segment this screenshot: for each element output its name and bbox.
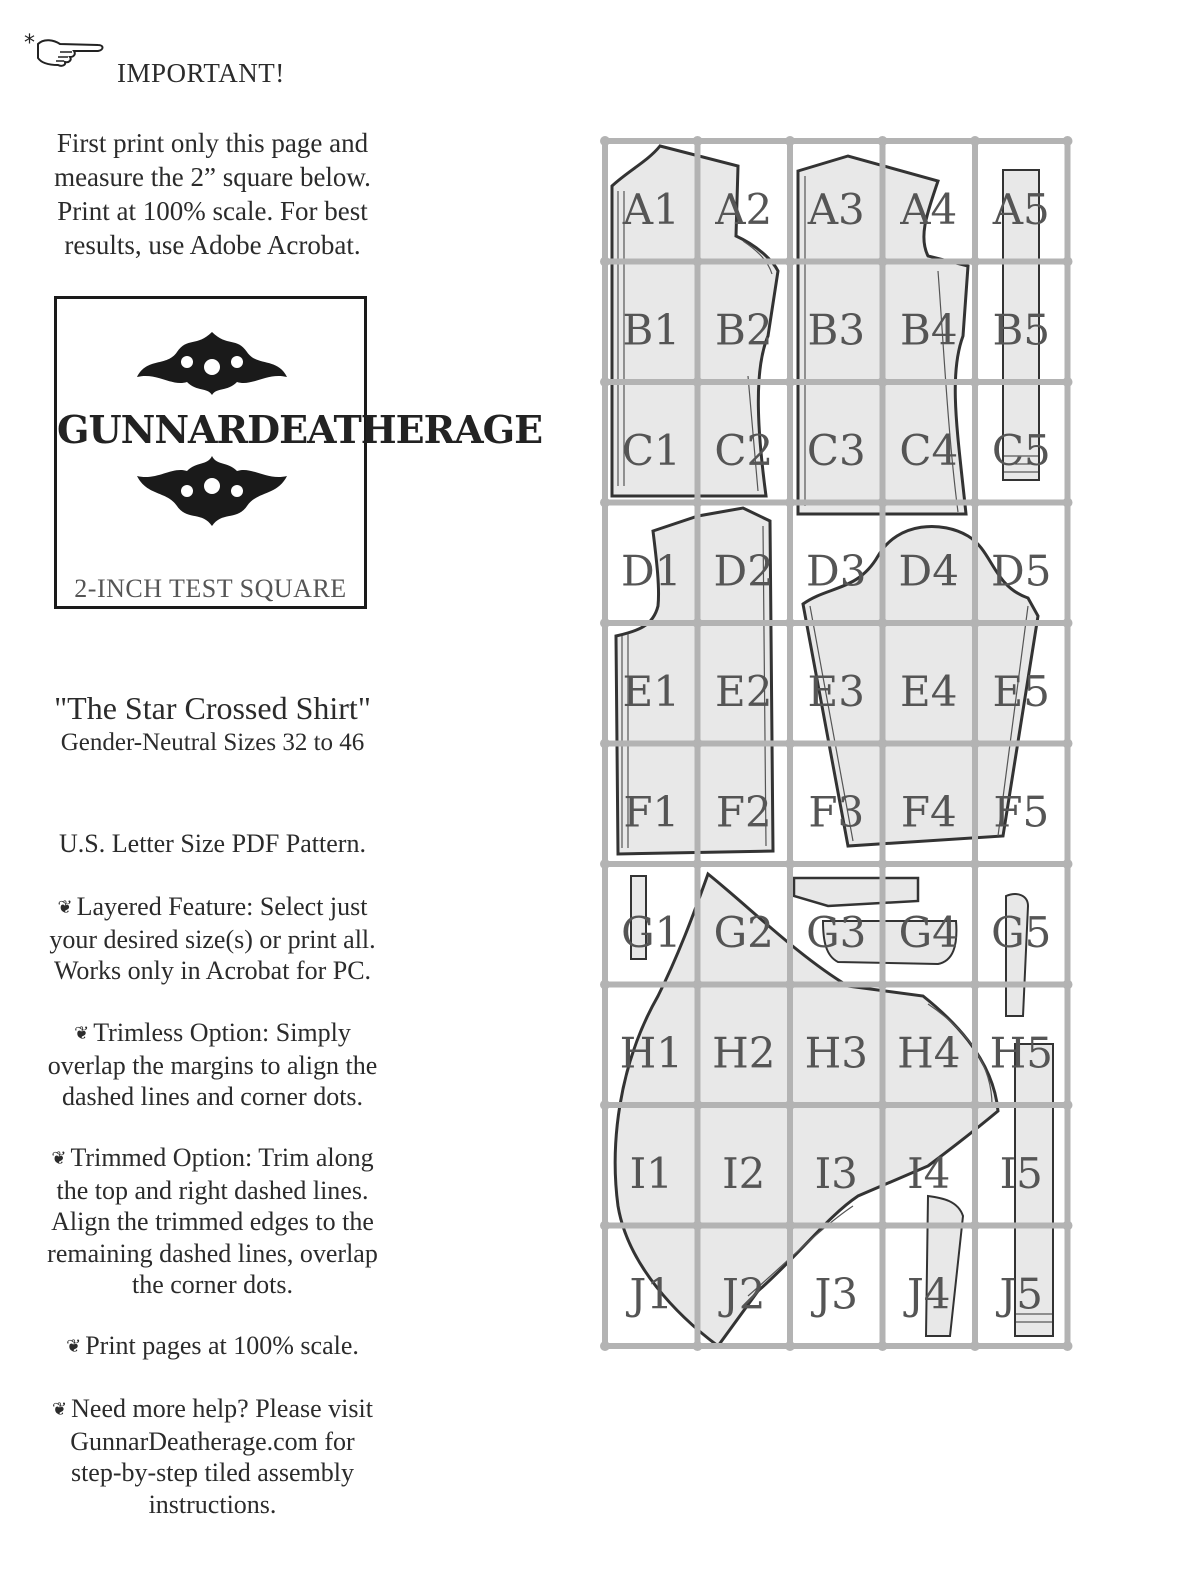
instruction-line: Print at 100% scale. For best [57, 196, 368, 226]
corner-dot [970, 1341, 980, 1351]
corner-dot [1063, 1341, 1073, 1351]
corner-dot [785, 257, 795, 267]
corner-dot [1063, 377, 1073, 387]
corner-dot [693, 980, 703, 990]
pattern-subtitle: Gender-Neutral Sizes 32 to 46 [60, 729, 365, 756]
tile-label: A1 [622, 185, 680, 234]
note-line: Align the trimmed edges to the [51, 1207, 374, 1236]
tile-label: C5 [991, 426, 1051, 475]
logo-word-2: DEATHERAGE [247, 407, 543, 452]
corner-dot [878, 136, 888, 146]
tile-label: C4 [899, 426, 959, 475]
corner-dot [970, 859, 980, 869]
tile-label: E2 [715, 667, 773, 716]
corner-dot [693, 257, 703, 267]
corner-dot [1063, 980, 1073, 990]
asterisk-glyph: * [24, 31, 35, 56]
corner-dot [1063, 136, 1073, 146]
corner-dot [600, 498, 610, 508]
tile-label: J4 [906, 1269, 951, 1319]
layered-note [20, 891, 405, 987]
tile-label: F1 [623, 787, 680, 837]
corner-dot [600, 1221, 610, 1231]
tile-label: A5 [992, 185, 1050, 234]
tile-label: H5 [989, 1028, 1053, 1078]
corner-dot [600, 980, 610, 990]
print-instructions [20, 126, 405, 262]
instruction-line: First print only this page and [56, 128, 369, 158]
corner-dot [970, 1100, 980, 1110]
tile-label: E3 [807, 667, 865, 716]
tile-label: F4 [900, 787, 957, 837]
corner-dot [693, 136, 703, 146]
important-heading: IMPORTANT! [117, 58, 285, 88]
corner-dot [693, 498, 703, 508]
corner-dot [878, 377, 888, 387]
corner-dot [1063, 859, 1073, 869]
note-line: overlap the margins to align the [47, 1050, 378, 1080]
brand-logo [57, 407, 543, 452]
tile-label: F3 [808, 787, 865, 837]
tile-assembly-map [598, 136, 1074, 1354]
tile-label: C2 [714, 426, 774, 475]
corner-dot [878, 739, 888, 749]
corner-dot [600, 1100, 610, 1110]
tile-label: D3 [806, 546, 867, 596]
tile-label: B4 [899, 305, 958, 355]
corner-dot [1063, 1100, 1073, 1110]
note-line: dashed lines and corner dots. [61, 1082, 364, 1111]
fleuron-icon: ❦ [52, 1399, 68, 1419]
tile-label: D1 [621, 546, 682, 596]
corner-dot [878, 618, 888, 628]
help-note [20, 1393, 405, 1520]
corner-dot [693, 1341, 703, 1351]
corner-dot [785, 498, 795, 508]
tile-label: I1 [629, 1149, 673, 1198]
corner-dot [878, 859, 888, 869]
pointing-hand-icon [24, 30, 108, 75]
corner-dot [878, 1221, 888, 1231]
corner-dot [693, 1100, 703, 1110]
tile-label: G2 [713, 908, 774, 957]
scale-note [20, 1330, 405, 1363]
corner-dot [693, 1221, 703, 1231]
tile-label: C1 [621, 426, 681, 475]
corner-dot [600, 739, 610, 749]
note-line: your desired size(s) or print all. [49, 924, 376, 954]
corner-dot [878, 1100, 888, 1110]
fleuron-icon: ❦ [57, 897, 73, 917]
corner-dot [878, 1341, 888, 1351]
tile-label: D2 [713, 546, 774, 596]
corner-dot [970, 257, 980, 267]
instruction-line: measure the 2” square below. [54, 162, 371, 192]
note-line: Need more help? Please visit [71, 1394, 373, 1423]
tile-label: A4 [900, 185, 958, 234]
tile-label: H4 [897, 1028, 961, 1078]
tile-label: E4 [900, 667, 958, 716]
instruction-line: results, use Adobe Acrobat. [64, 230, 361, 260]
tile-label: H1 [619, 1028, 683, 1078]
note-line: step-by-step tiled assembly [70, 1458, 355, 1487]
fleuron-icon: ❦ [66, 1336, 82, 1356]
trimless-note [20, 1017, 405, 1113]
note-line: Layered Feature: Select just [76, 892, 368, 921]
tile-label: J3 [814, 1269, 859, 1319]
tile-label: I3 [814, 1149, 858, 1198]
note-line: the top and right dashed lines. [56, 1175, 369, 1205]
tile-label: J5 [999, 1269, 1044, 1319]
tile-label: G4 [898, 908, 959, 957]
corner-dot [785, 136, 795, 146]
note-line: remaining dashed lines, overlap [47, 1238, 378, 1268]
corner-dot [785, 980, 795, 990]
tile-label: F5 [993, 787, 1050, 837]
corner-dot [600, 1341, 610, 1351]
corner-dot [970, 618, 980, 628]
corner-dot [785, 377, 795, 387]
tile-label: D4 [898, 546, 959, 596]
corner-dot [785, 1221, 795, 1231]
test-square [54, 296, 543, 609]
test-square-caption: 2-INCH TEST SQUARE [74, 574, 347, 603]
corner-dot [878, 498, 888, 508]
corner-dot [1063, 739, 1073, 749]
tile-label: A3 [807, 185, 865, 234]
corner-dot [785, 1100, 795, 1110]
tile-label: B2 [714, 305, 773, 355]
corner-dot [878, 980, 888, 990]
note-line: Works only in Acrobat for PC. [53, 956, 372, 985]
corner-dot [970, 377, 980, 387]
corner-dot [970, 136, 980, 146]
corner-dot [693, 618, 703, 628]
tile-label: I5 [999, 1149, 1043, 1198]
corner-dot [600, 136, 610, 146]
corner-dot [785, 739, 795, 749]
tile-label: A2 [715, 185, 773, 234]
ornament-top-icon [127, 327, 297, 397]
tile-label: B3 [807, 305, 866, 355]
format-note: U.S. Letter Size PDF Pattern. [59, 829, 366, 858]
note-line: Trimless Option: Simply [93, 1018, 351, 1047]
corner-dot [693, 377, 703, 387]
tile-label: J2 [721, 1269, 766, 1319]
corner-dot [693, 859, 703, 869]
tile-label: G1 [621, 908, 682, 957]
corner-dot [600, 859, 610, 869]
tile-label: H2 [712, 1028, 776, 1078]
corner-dot [600, 257, 610, 267]
tile-label: C3 [806, 426, 866, 475]
corner-dot [1063, 257, 1073, 267]
corner-dot [970, 1221, 980, 1231]
corner-dot [785, 618, 795, 628]
corner-dot [1063, 498, 1073, 508]
tile-label: I4 [907, 1149, 951, 1198]
fleuron-icon: ❦ [74, 1023, 90, 1043]
corner-dot [1063, 1221, 1073, 1231]
tile-label: E5 [992, 667, 1050, 716]
corner-dot [1063, 618, 1073, 628]
tile-label: B1 [622, 305, 681, 355]
pattern-title: "The Star Crossed Shirt" [54, 690, 371, 726]
note-line: Print pages at 100% scale. [85, 1331, 359, 1360]
note-line: the corner dots. [131, 1270, 293, 1299]
corner-dot [970, 739, 980, 749]
note-line: GunnarDeatherage.com for [70, 1426, 355, 1456]
fleuron-icon: ❦ [51, 1148, 67, 1168]
tile-label: E1 [622, 667, 680, 716]
corner-dot [693, 739, 703, 749]
corner-dot [600, 618, 610, 628]
tile-label: I2 [722, 1149, 766, 1198]
tile-label: G5 [991, 908, 1052, 957]
corner-dot [878, 257, 888, 267]
corner-dot [785, 859, 795, 869]
tile-label: J1 [629, 1269, 674, 1319]
corner-dot [970, 498, 980, 508]
tile-label: G3 [806, 908, 867, 957]
corner-dot [785, 1341, 795, 1351]
corner-dot [970, 980, 980, 990]
tile-label: H3 [804, 1028, 868, 1078]
ornament-bottom-icon [127, 451, 297, 531]
corner-dot [600, 377, 610, 387]
trimmed-note [20, 1142, 405, 1301]
tile-label: F2 [715, 787, 772, 837]
tile-label: D5 [991, 546, 1052, 596]
note-line: Trimmed Option: Trim along [70, 1143, 374, 1172]
logo-word-1: GUNNAR [57, 407, 248, 452]
note-line: instructions. [148, 1489, 277, 1519]
tile-label: B5 [992, 305, 1051, 355]
